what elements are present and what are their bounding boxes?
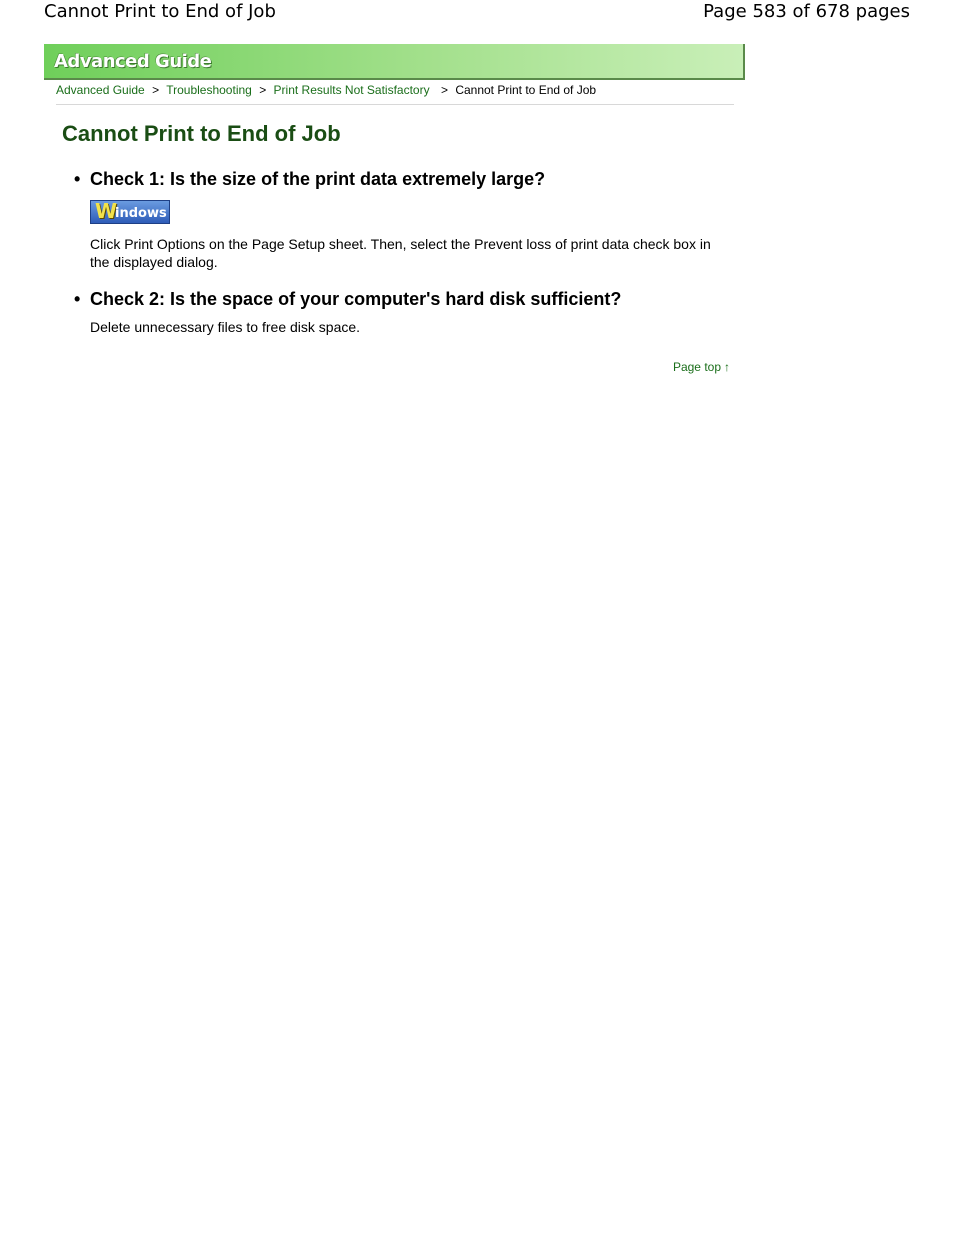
breadcrumb-print-results[interactable]: Print Results Not Satisfactory: [273, 83, 430, 97]
check-2-heading: • Check 2: Is the space of your computer's hard disk sufficient?: [74, 289, 622, 309]
breadcrumb-advanced-guide[interactable]: Advanced Guide: [56, 83, 145, 97]
breadcrumb: [56, 83, 596, 97]
page-top-label: Page top: [672, 360, 721, 374]
page-counter: Page 583 of 678 pages: [703, 1, 910, 22]
banner-title: Advanced Guide: [54, 51, 212, 72]
page-header: [0, 0, 954, 28]
check-1-body: Click Print Options on the Page Setup sheet. Then, select the Prevent loss of print data check box in the displayed dialog.: [90, 236, 711, 270]
advanced-guide-banner: [44, 44, 745, 80]
breadcrumb-separator: >: [152, 83, 160, 97]
breadcrumb-divider: [56, 104, 734, 105]
check-2-section: [74, 289, 734, 336]
breadcrumb-troubleshooting[interactable]: Troubleshooting: [166, 83, 252, 97]
bullet-icon: •: [74, 289, 81, 309]
check-1-section: [74, 169, 734, 271]
breadcrumb-separator: >: [440, 83, 448, 97]
windows-badge-icon: W indows: [90, 200, 170, 224]
check-1-heading: • Check 1: Is the size of the print data extremely large?: [74, 169, 546, 189]
page-title: Cannot Print to End of Job: [62, 121, 341, 146]
check-2-body: Delete unnecessary files to free disk space.: [90, 319, 361, 335]
page-top-link[interactable]: [673, 360, 730, 374]
breadcrumb-separator: >: [259, 83, 267, 97]
document-title: Cannot Print to End of Job: [44, 1, 276, 22]
bullet-icon: •: [74, 169, 81, 189]
arrow-up-icon: ↑: [724, 360, 730, 374]
breadcrumb-current: Cannot Print to End of Job: [455, 83, 597, 97]
